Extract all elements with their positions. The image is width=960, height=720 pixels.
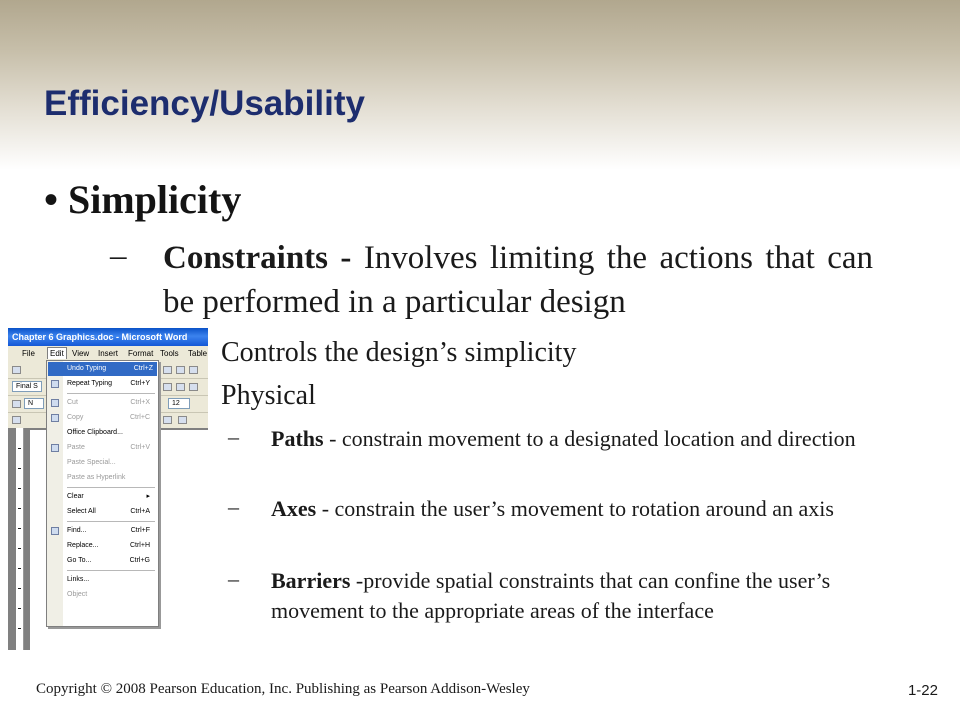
cut-icon	[51, 399, 59, 407]
ruler-tick	[18, 608, 21, 609]
menu-separator	[67, 570, 155, 571]
menu-item-shortcut: Ctrl+A	[130, 508, 150, 515]
ruler-tick	[18, 548, 21, 549]
menu-item-label: Replace...	[67, 542, 99, 549]
edit-icon[interactable]	[12, 366, 21, 374]
menu-bar	[8, 346, 208, 361]
copy-icon	[51, 414, 59, 422]
menu-item-label: Cut	[67, 399, 78, 406]
menu-item-cut[interactable]	[67, 396, 154, 410]
submenu-arrow-icon: ▸	[146, 493, 150, 500]
menu-item-shortcut: Ctrl+Z	[133, 365, 153, 372]
menu-item-label: Office Clipboard...	[67, 429, 123, 436]
window-title: Chapter 6 Graphics.doc - Microsoft Word	[8, 328, 208, 346]
menu-separator	[67, 393, 155, 394]
menu-item-paste-as-hyperlink[interactable]	[67, 471, 154, 485]
menu-item-shortcut: Ctrl+G	[129, 557, 150, 564]
ruler-tick	[18, 488, 21, 489]
tab-selector-icon[interactable]	[12, 416, 21, 424]
menu-view[interactable]: View	[72, 349, 90, 358]
menu-item-go-to[interactable]	[67, 554, 154, 568]
redo-icon[interactable]	[189, 366, 198, 374]
accept-change-icon[interactable]	[176, 383, 185, 391]
format-painter-icon[interactable]	[163, 366, 172, 374]
menu-item-label: Find...	[67, 527, 87, 534]
ruler-tick	[18, 448, 21, 449]
menu-item-clear[interactable]	[67, 490, 154, 504]
menu-item-label: Undo Typing	[67, 365, 107, 372]
menu-tools[interactable]: Tools	[160, 349, 179, 358]
menu-item-shortcut: Ctrl+Y	[130, 380, 150, 387]
constraints-term: Constraints -	[163, 240, 352, 276]
menu-item-label: Go To...	[67, 557, 92, 564]
track-changes-icon[interactable]	[163, 383, 172, 391]
reject-change-icon[interactable]	[189, 383, 198, 391]
word-screenshot	[8, 328, 208, 650]
menu-item-paste-special[interactable]	[67, 456, 154, 470]
dash-marker: –	[228, 566, 239, 591]
find-icon	[51, 527, 59, 535]
vertical-ruler	[16, 428, 24, 650]
sub-item-term: Barriers	[271, 568, 351, 593]
ruler-tick	[18, 468, 21, 469]
sub-item-text: - constrain movement to a designated location and direction	[323, 426, 856, 451]
font-size-select[interactable]: 12	[168, 398, 190, 409]
sub-item-text: - constrain the user’s movement to rotation around an axis	[316, 496, 834, 521]
menu-item-label: Repeat Typing	[67, 380, 113, 387]
dash-marker: –	[228, 494, 239, 519]
menu-item-shortcut: Ctrl+X	[130, 399, 150, 406]
menu-item-shortcut: Ctrl+F	[130, 527, 150, 534]
menu-item-label: Clear	[67, 493, 84, 500]
menu-item-label: Links...	[67, 576, 90, 583]
constraints-item	[163, 236, 873, 324]
menu-item-label: Copy	[67, 414, 84, 421]
tab-stop-icon	[163, 416, 172, 424]
repeat-icon	[51, 380, 59, 388]
menu-item-repeat-typing[interactable]	[67, 377, 154, 391]
sub-item-text: -provide spatial constraints that can confine the user’s movement to the appropriate areas of the interface	[271, 568, 831, 623]
menu-format[interactable]: Format	[128, 349, 154, 358]
physical-label: Physical	[221, 380, 316, 411]
ruler-tick	[18, 528, 21, 529]
menu-item-select-all[interactable]	[67, 505, 154, 519]
dash-marker: –	[110, 238, 127, 274]
page-number: 1-22	[907, 682, 938, 699]
menu-item-label: Paste Special...	[67, 459, 116, 466]
menu-item-label: Object	[67, 591, 88, 598]
copyright-footer: Copyright © 2008 Pearson Education, Inc. Publishing as Pearson Addison-Wesley	[36, 681, 530, 697]
sub-item-term: Axes	[271, 496, 317, 521]
menu-item-shortcut: Ctrl+H	[129, 542, 150, 549]
menu-item-office-clipboard[interactable]	[67, 426, 154, 440]
menu-file[interactable]: File	[22, 349, 35, 358]
sub-item-paths	[271, 424, 883, 454]
menu-item-undo-typing[interactable]	[48, 362, 157, 376]
menu-item-paste[interactable]	[67, 441, 154, 455]
controls-line: Controls the design’s simplicity	[221, 337, 577, 368]
dash-marker: –	[228, 424, 239, 449]
menu-insert[interactable]: Insert	[98, 349, 119, 358]
menu-item-label: Paste as Hyperlink	[67, 474, 126, 481]
menu-item-shortcut: Ctrl+V	[130, 444, 150, 451]
constraints-text: Involves limiting the actions that can be performed in a particular design	[163, 240, 874, 320]
paste-icon	[51, 444, 59, 452]
bullet-simplicity-label: Simplicity	[68, 177, 242, 222]
menu-item-label: Paste	[67, 444, 85, 451]
menu-edit[interactable]: Edit	[47, 347, 67, 359]
menu-item-find[interactable]	[67, 524, 154, 538]
ruler-tick	[18, 628, 21, 629]
ruler-tick	[18, 568, 21, 569]
menu-item-replace[interactable]	[67, 539, 154, 553]
menu-item-label: Select All	[67, 508, 96, 515]
sub-item-term: Paths	[271, 426, 324, 451]
undo-icon[interactable]	[176, 366, 185, 374]
menu-item-object[interactable]	[67, 588, 154, 602]
tab-stop-icon	[178, 416, 187, 424]
ruler-tick	[18, 588, 21, 589]
menu-separator	[67, 487, 155, 488]
menu-item-copy[interactable]	[67, 411, 154, 425]
menu-separator	[67, 521, 155, 522]
bullet-simplicity	[44, 176, 241, 223]
styles-icon[interactable]	[12, 400, 21, 408]
bullet-mark: •	[44, 177, 59, 222]
sub-item-barriers	[271, 566, 883, 626]
slide-title: Efficiency/Usability	[44, 84, 365, 123]
menu-item-shortcut: Ctrl+C	[129, 414, 150, 421]
ruler-tick	[18, 508, 21, 509]
menu-item-links[interactable]	[67, 573, 154, 587]
style-select[interactable]: Final S	[12, 381, 42, 392]
menu-table[interactable]: Table	[188, 349, 208, 358]
sub-item-axes	[271, 494, 883, 524]
edit-menu-dropdown	[46, 360, 159, 627]
font-select[interactable]: N	[24, 398, 44, 409]
